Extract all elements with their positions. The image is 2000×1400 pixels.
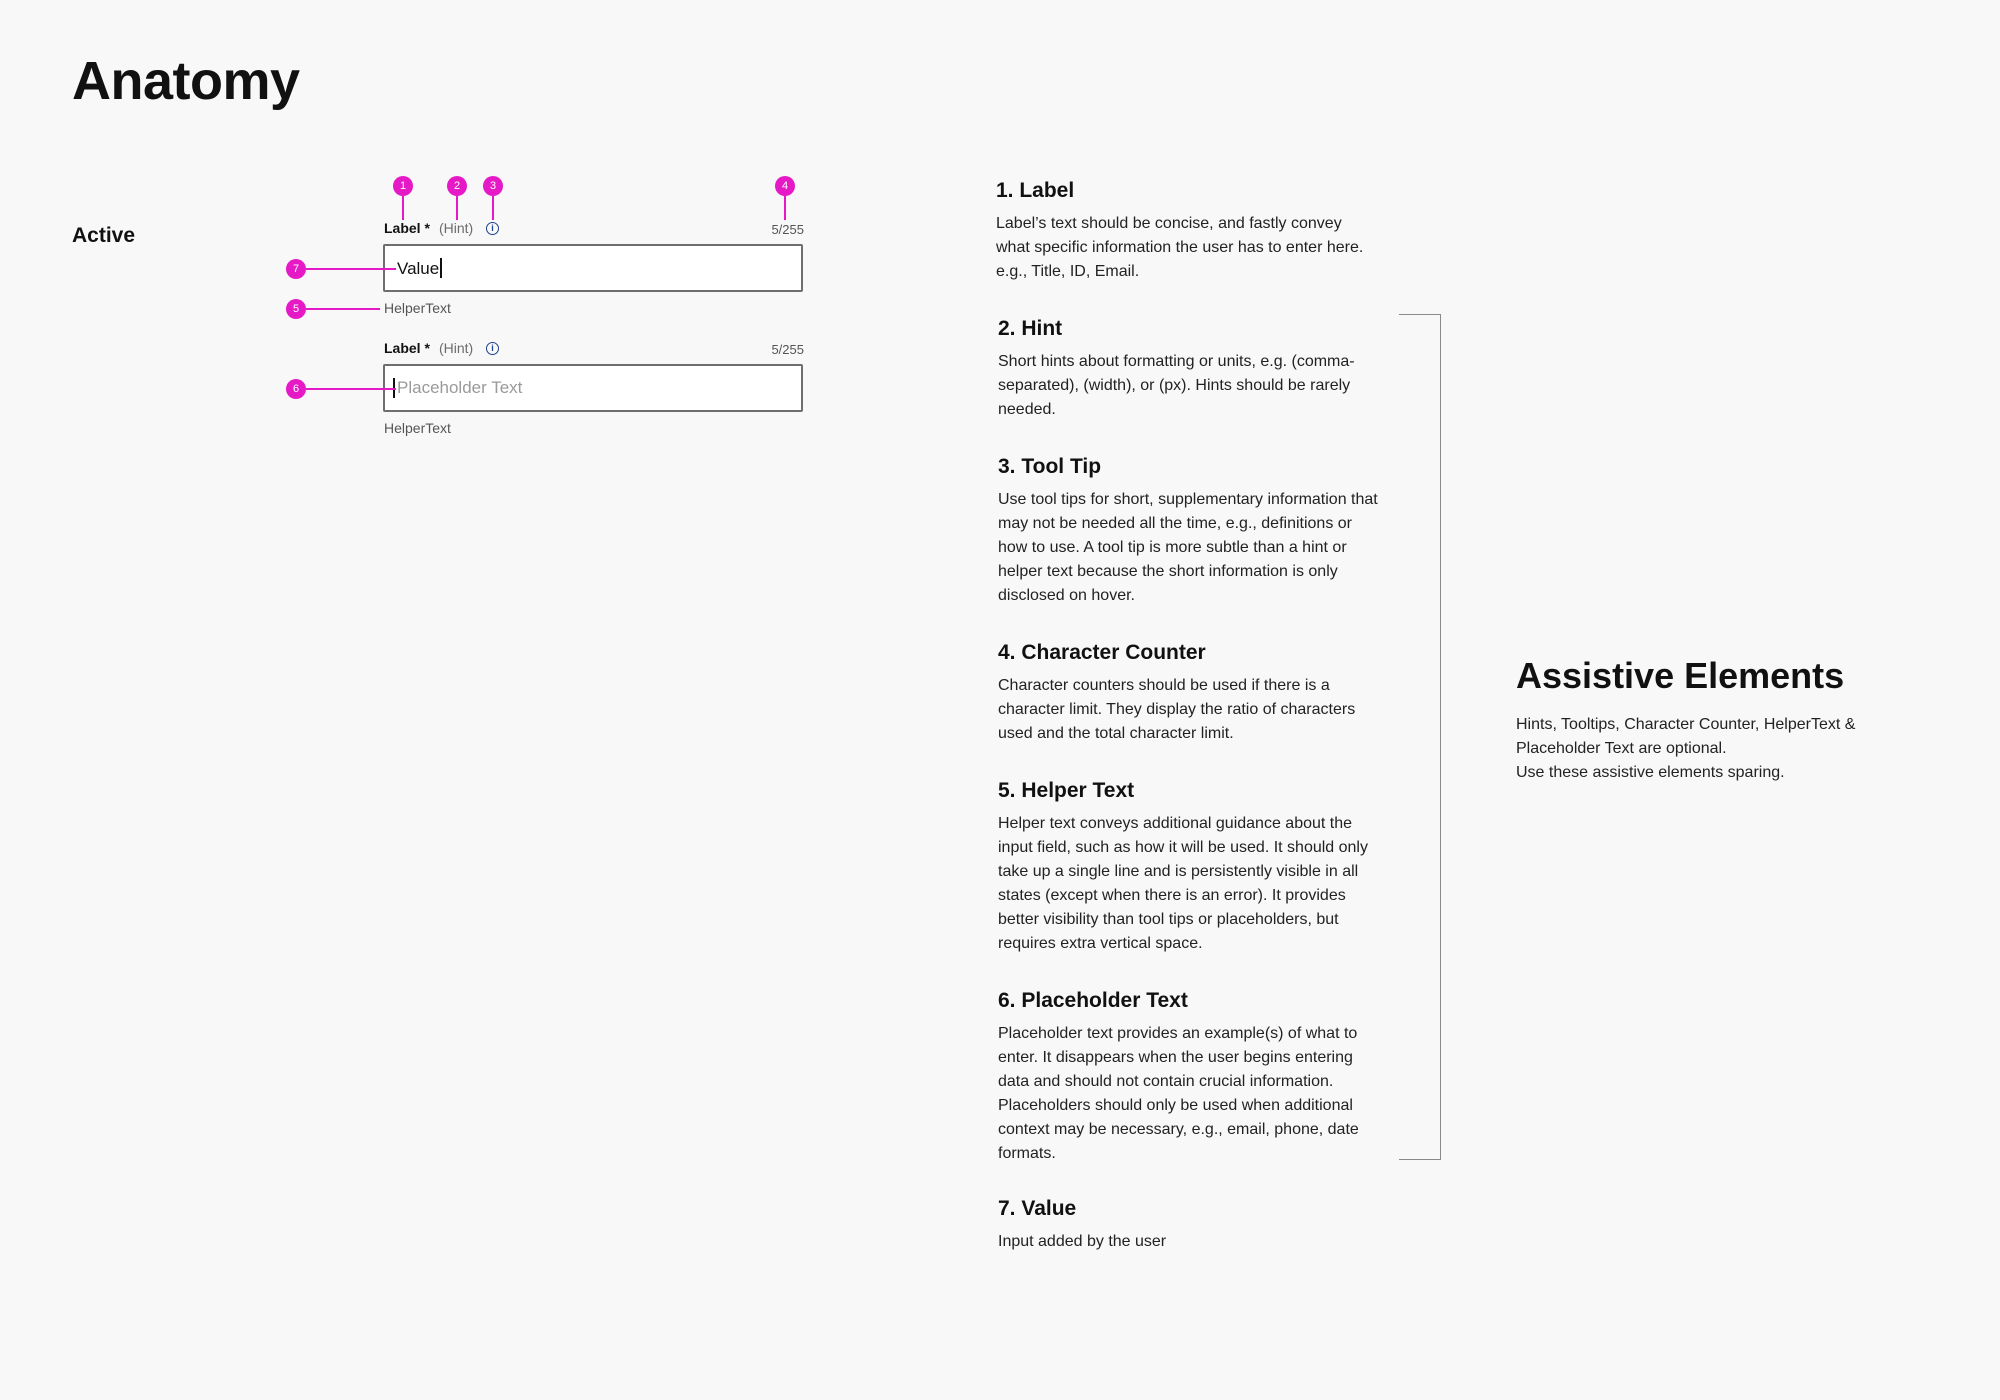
info-glyph: i [491, 343, 494, 353]
section-body: Placeholder text provides an example(s) of what to enter. It disappears when the user begins entering data and should not contain crucial information. Placeholders should only be used when additional context may be necessary, e.g., email, phone, date formats. [998, 1025, 1359, 1163]
assistive-title: Assistive Elements [1516, 655, 1845, 696]
assistive-line: Use these assistive elements sparing. [1516, 764, 1785, 781]
text-input-empty[interactable] [383, 364, 803, 412]
marker-3: 3 [483, 176, 503, 196]
marker-2: 2 [447, 176, 467, 196]
section-value [998, 1196, 1378, 1254]
section-body: Character counters should be used if there is a character limit. They display the ratio of characters used and the total character limit. [998, 677, 1356, 743]
state-label: Active [72, 224, 136, 247]
marker-1: 1 [393, 176, 413, 196]
section-character-counter [998, 640, 1378, 746]
helper-text: HelperText [384, 300, 451, 316]
marker-6: 6 [286, 379, 306, 399]
section-placeholder-text [998, 988, 1378, 1166]
character-counter: 5/255 [771, 222, 804, 237]
marker-3-leader [492, 196, 494, 220]
section-tool-tip [998, 454, 1378, 608]
text-caret [440, 258, 442, 278]
section-heading: 4. Character Counter [998, 641, 1206, 664]
field-label: Label * [384, 220, 430, 236]
text-input-filled[interactable] [383, 244, 803, 292]
character-counter: 5/255 [771, 342, 804, 357]
info-circle-icon[interactable] [486, 342, 499, 355]
page-title: Anatomy [72, 51, 300, 111]
marker-5-leader [306, 308, 380, 310]
section-heading: 2. Hint [998, 317, 1063, 340]
section-heading: 7. Value [998, 1197, 1077, 1220]
marker-4: 4 [775, 176, 795, 196]
assistive-line: Hints, Tooltips, Character Counter, HelperText & Placeholder Text are optional. [1516, 716, 1856, 757]
field-hint: (Hint) [439, 220, 474, 236]
section-helper-text [998, 778, 1378, 956]
helper-text: HelperText [384, 420, 451, 436]
marker-5: 5 [286, 299, 306, 319]
section-body: Use tool tips for short, supplementary information that may not be needed all the time, e.g., definitions or how to use. A tool tip is more subtle than a hint or helper text because the short information is only disclosed on hover. [998, 491, 1378, 605]
section-body: Helper text conveys additional guidance about the input field, such as how it will be used. It should only take up a single line and is persistently visible in all states (except when there is an error). It provides better visibility than tool tips or placeholders, but requires extra vertical space. [998, 815, 1368, 953]
assistive-description [1516, 713, 1916, 785]
section-label [996, 178, 1376, 284]
info-circle-icon[interactable] [486, 222, 499, 235]
section-heading: 3. Tool Tip [998, 455, 1102, 478]
section-heading: 6. Placeholder Text [998, 989, 1188, 1012]
section-heading: 1. Label [996, 179, 1075, 202]
info-glyph: i [491, 223, 494, 233]
section-body: Short hints about formatting or units, e.g. (comma-separated), (width), or (px). Hints should be rarely needed. [998, 353, 1355, 419]
section-heading: 5. Helper Text [998, 779, 1135, 802]
marker-4-leader [784, 196, 786, 220]
field-label: Label * [384, 340, 430, 356]
section-body: Input added by the user [998, 1233, 1167, 1251]
input-placeholder: Placeholder Text [397, 378, 523, 397]
marker-1-leader [402, 196, 404, 220]
assistive-bracket [1399, 314, 1441, 1160]
marker-6-leader [306, 388, 396, 390]
input-value: Value [397, 259, 440, 278]
marker-7: 7 [286, 259, 306, 279]
marker-2-leader [456, 196, 458, 220]
section-body: Label’s text should be concise, and fastly convey what specific information the user has to enter here. e.g., Title, ID, Email. [996, 215, 1364, 281]
field-hint: (Hint) [439, 340, 474, 356]
section-hint [998, 316, 1378, 422]
marker-7-leader [306, 268, 396, 270]
